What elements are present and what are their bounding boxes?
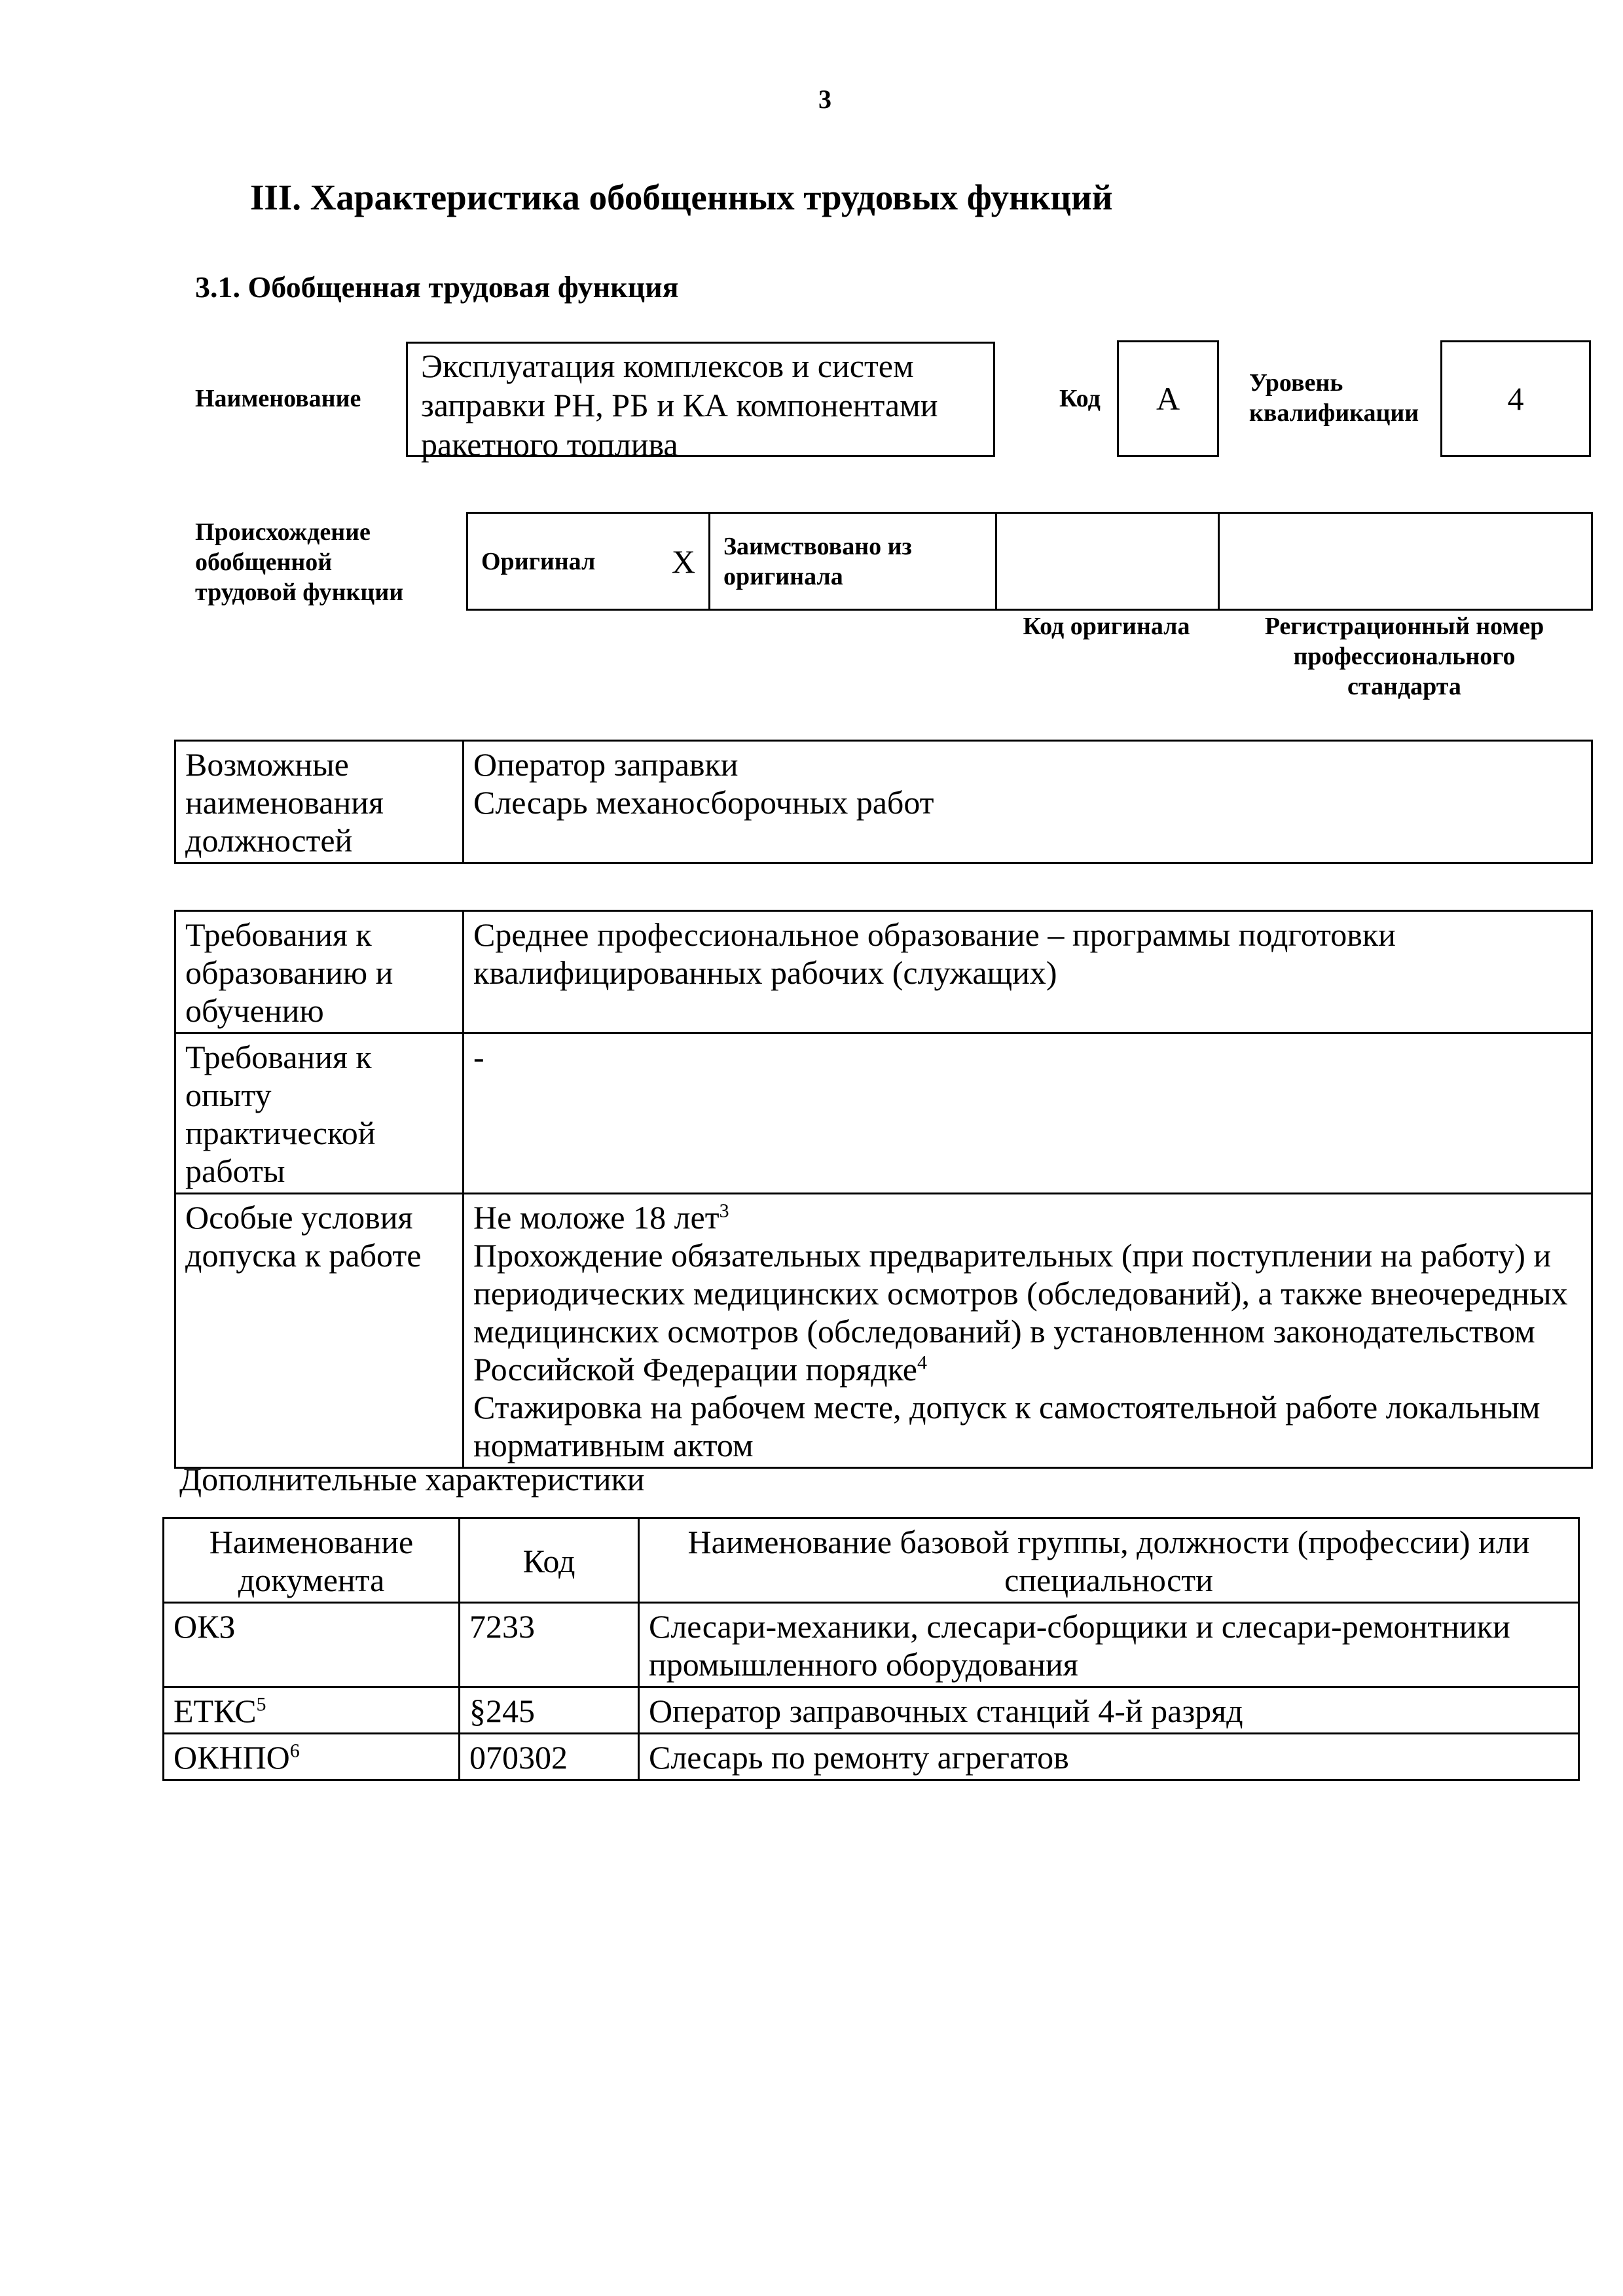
name-cell: Слесари-механики, слесари-сборщики и слесари-ремонтники промышленного оборудования xyxy=(639,1603,1579,1687)
name-cell: Слесарь по ремонту агрегатов xyxy=(639,1734,1579,1780)
footnote-ref: 3 xyxy=(719,1200,729,1222)
code-label: Код xyxy=(1059,385,1101,412)
position-item: Слесарь механосборочных работ xyxy=(473,784,934,821)
education-label: Требования к образованию и обучению xyxy=(175,911,464,1033)
code-cell: §245 xyxy=(460,1687,639,1734)
positions-values xyxy=(464,741,1592,863)
header-code: Код xyxy=(460,1518,639,1603)
header-group: Наименование базовой группы, должности (профессии) или специальности xyxy=(639,1518,1579,1603)
additional-table xyxy=(162,1517,1580,1781)
function-name-line: заправки РН, РБ и КА компонентами xyxy=(421,387,938,423)
code-box xyxy=(1117,340,1219,457)
level-value: 4 xyxy=(1507,380,1524,417)
original-mark: X xyxy=(671,543,695,580)
education-value: Среднее профессиональное образование – программы подготовки квалифицированных рабочих (служащих) xyxy=(464,911,1592,1033)
function-name-box xyxy=(406,342,995,463)
original-cell xyxy=(467,513,710,610)
name-cell: Оператор заправочных станций 4-й разряд xyxy=(639,1687,1579,1734)
experience-label: Требования к опыту практической работы xyxy=(175,1033,464,1194)
requirements-table xyxy=(174,910,1593,1469)
table-row xyxy=(164,1687,1579,1734)
doc-cell: ЕТКС$^5$ xyxy=(164,1687,460,1734)
additional-title: Дополнительные характеристики xyxy=(179,1461,645,1498)
experience-value: - xyxy=(464,1033,1592,1194)
doc-cell: ОКНПО$^6$ xyxy=(164,1734,460,1780)
function-name-line: ракетного топлива xyxy=(421,426,678,463)
positions-table xyxy=(174,740,1593,864)
special-conditions-value: Не моложе 18 лет$^3$ Прохождение обязательных предварительных (при поступлении на работу) и периодических медицинских осмотров (обследований), а также внеочередных медицинских осмотров (обследований) в установленном законодательством Российской Федерации порядке$^4$ Стажировка на рабочем месте, допуск к самостоятельной работе локальным нормативным актом xyxy=(464,1194,1592,1468)
code-cell: 7233 xyxy=(460,1603,639,1687)
origin-label: Происхождение обобщенной трудовой функции xyxy=(195,518,404,606)
header-doc: Наименование документа xyxy=(164,1518,460,1603)
level-box xyxy=(1440,340,1591,457)
code-value: А xyxy=(1156,380,1180,417)
function-name-line: Эксплуатация комплексов и систем xyxy=(421,348,914,384)
table-row xyxy=(164,1734,1579,1780)
origin-table xyxy=(466,512,1593,611)
name-label: Наименование xyxy=(195,385,361,412)
special-conditions-label: Особые условия допуска к работе xyxy=(175,1194,464,1468)
code-cell: 070302 xyxy=(460,1734,639,1780)
reg-number-cell xyxy=(1219,513,1592,610)
reg-number-caption: Регистрационный номер профессионального стандарта xyxy=(1264,613,1544,700)
position-item: Оператор заправки xyxy=(473,746,739,783)
footnote-ref: 6 xyxy=(289,1740,300,1762)
doc-cell: ОКЗ xyxy=(164,1603,460,1687)
table-row xyxy=(164,1603,1579,1687)
original-code-caption: Код оригинала xyxy=(1023,613,1190,640)
footnote-ref: 4 xyxy=(917,1352,927,1374)
subsection-title: 3.1. Обобщенная трудовая функция xyxy=(195,270,679,304)
level-label: Уровень квалификации xyxy=(1249,369,1419,427)
positions-label: Возможные наименования должностей xyxy=(175,741,464,863)
section-title: III. Характеристика обобщенных трудовых функций xyxy=(250,177,1113,217)
original-code-cell xyxy=(996,513,1219,610)
borrowed-cell: Заимствовано из оригинала xyxy=(710,513,996,610)
original-label: Оригинал xyxy=(481,547,596,575)
footnote-ref: 5 xyxy=(256,1693,266,1715)
page-number: 3 xyxy=(818,84,831,114)
